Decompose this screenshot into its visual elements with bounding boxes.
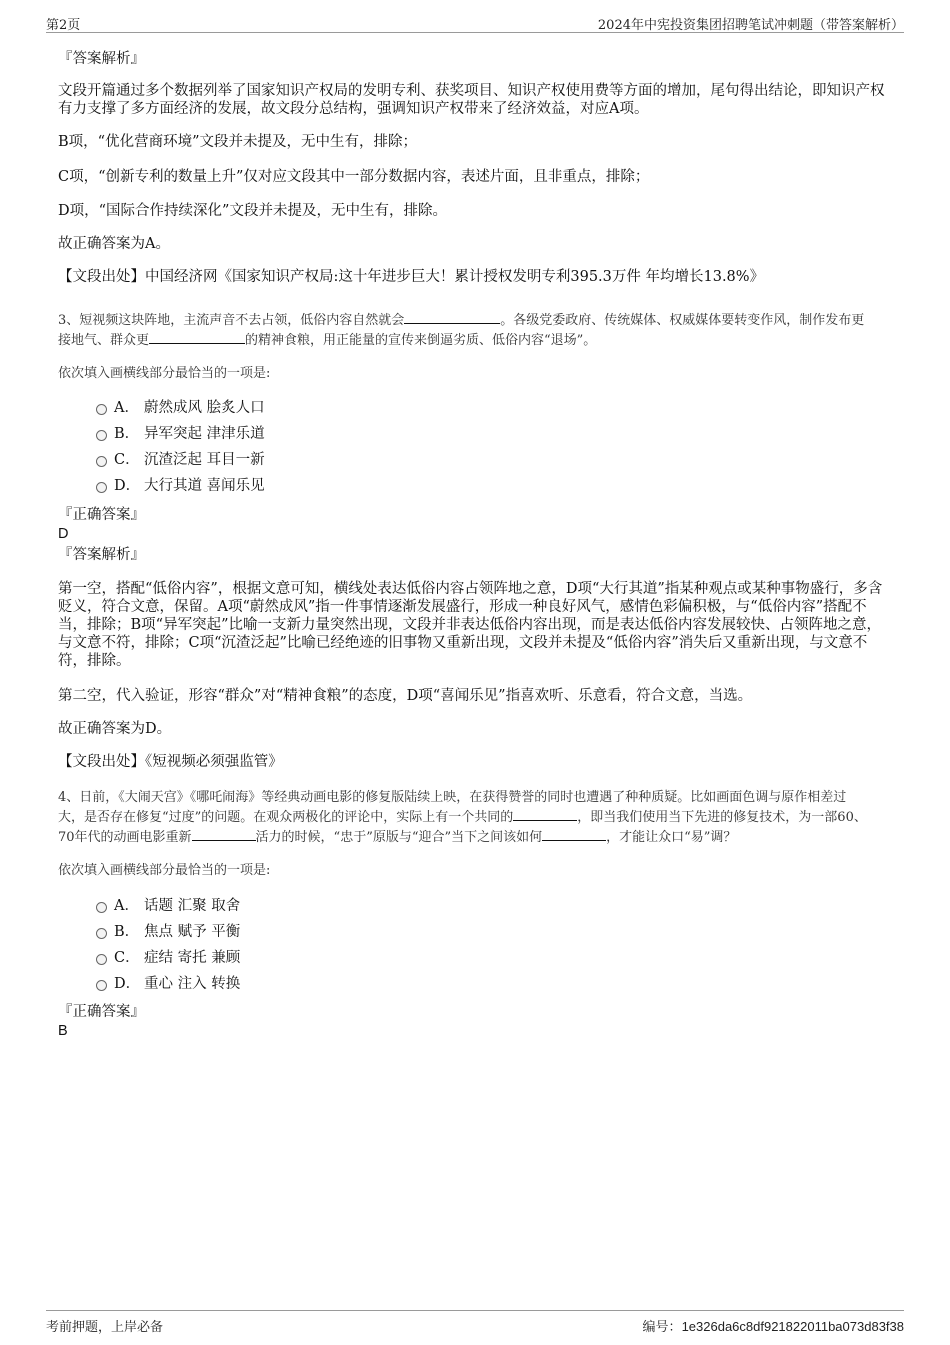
- option-text: 大行其道 喜闻乐见: [144, 478, 265, 494]
- q3-answer: 故正确答案为D。: [58, 721, 172, 737]
- q3-stem-text: 的精神食粮，用正能量的宣传来倒逼劣质、低俗内容“退场”。: [245, 333, 597, 348]
- q4-stem-text: 70年代的动画电影重新: [58, 830, 192, 845]
- q3-source: 【文段出处】《短视频必须强监管》: [58, 754, 283, 770]
- footer-slogan: 考前押题，上岸必备: [46, 1320, 164, 1335]
- option-text: 话题 汇聚 取舍: [144, 898, 241, 914]
- radio-button[interactable]: [96, 954, 107, 965]
- option-text: 沉渣泛起 耳目一新: [144, 452, 265, 468]
- q4-stem-text: 4、日前，《大闹天宫》《哪吒闹海》等经典动画电影的修复版陆续上映，在获得赞誉的同时也遭遇了种种质疑。比如画面色调与原作相差过: [58, 790, 847, 805]
- option-letter: B．: [114, 426, 140, 442]
- q2-answer: 故正确答案为A。: [58, 236, 170, 252]
- option-text: 异军突起 津津乐道: [144, 426, 265, 442]
- q3-stem-text: 3、短视频这块阵地，主流声音不去占领，低俗内容自然就会: [58, 313, 405, 328]
- document-id-code: 1e326da6c8df921822011ba073d83f38: [681, 1319, 904, 1334]
- q4-blank-3: [542, 828, 606, 841]
- page-number: 第2页: [46, 18, 81, 33]
- option-text: 症结 寄托 兼顾: [144, 950, 241, 966]
- document-id: [643, 1316, 904, 1335]
- q3-analysis-paragraph-2: 第二空，代入验证，形容“群众”对“精神食粮”的态度，D项“喜闻乐见”指喜欢听、乐意看，符合文意，当选。: [58, 688, 753, 704]
- q2-analysis-paragraph: 文段开篇通过多个数据列举了国家知识产权局的发明专利、获奖项目、知识产权使用费等方面的增加，尾句得出结论，即知识产权有力支撑了多方面经济的发展，故文段分总结构，强调知识产权带来了经济效益，对应A项。: [58, 83, 885, 117]
- radio-button[interactable]: [96, 456, 107, 467]
- q3-correct-answer: D: [58, 526, 69, 542]
- radio-button[interactable]: [96, 980, 107, 991]
- option-letter: A．: [114, 898, 139, 914]
- q2-analysis-option-d: D项，“国际合作持续深化”文段并未提及，无中生有，排除。: [58, 203, 447, 219]
- q2-analysis-option-c: C项，“创新专利的数量上升”仅对应文段其中一部分数据内容，表述片面，且非重点，排除；: [58, 169, 650, 185]
- option-letter: C．: [114, 452, 140, 468]
- q3-stem: [58, 311, 888, 351]
- option-text: 重心 注入 转换: [144, 976, 241, 992]
- option-letter: C．: [114, 950, 140, 966]
- q4-stem-text: ，才能让众口“易”调？: [606, 830, 737, 845]
- q3-blank-1: [404, 311, 500, 324]
- q4-stem: [58, 788, 888, 848]
- q4-blank-1: [513, 808, 577, 821]
- radio-button[interactable]: [96, 482, 107, 493]
- option-letter: D．: [114, 478, 141, 494]
- document-title: 2024年中宪投资集团招聘笔试冲刺题（带答案解析）: [597, 18, 904, 33]
- radio-button[interactable]: [96, 928, 107, 939]
- radio-button[interactable]: [96, 902, 107, 913]
- q4-correct-answer-title: 『正确答案』: [58, 1004, 145, 1020]
- q4-correct-answer: B: [58, 1023, 68, 1039]
- q2-source: 【文段出处】中国经济网《国家知识产权局:这十年进步巨大！累计授权发明专利395.3万件 年均增长13.8%》: [58, 269, 765, 285]
- q4-stem-text: ，即当我们使用当下先进的修复技术，为一部60、: [577, 810, 867, 825]
- page-footer: [46, 1310, 904, 1335]
- q3-blank-2: [149, 331, 245, 344]
- q4-stem-text: 大，是否存在修复“过度”的问题。在观众两极化的评论中，实际上有一个共同的: [58, 810, 514, 825]
- q3-stem-text: 接地气、群众更: [58, 333, 150, 348]
- option-text: 蔚然成风 脍炙人口: [144, 400, 265, 416]
- q4-instruction: 依次填入画横线部分最恰当的一项是:: [58, 863, 271, 878]
- option-letter: B．: [114, 924, 140, 940]
- page-header: [46, 12, 904, 33]
- q3-analysis-paragraph-1: 第一空，搭配“低俗内容”，根据文意可知，横线处表达低俗内容占领阵地之意，D项“大行其道”指某种观点或某种事物盛行，多含贬义，符合文意，保留。A项“蔚然成风”指一件事情逐渐发展盛行，形成一种良好风气，感情色彩偏积极，与“低俗内容”搭配不当，排除；B项“异军突起”比喻一支新力量突然出现，文段并非表达低俗内容出现，而是表达低俗内容发展较快、占领阵地之意，与文意不符，排除；C项“沉渣泛起”比喻已经绝迹的旧事物又重新出现，文段并未提及“低俗内容”消失后又重新出现，与文意不符，排除。: [58, 581, 883, 669]
- q4-blank-2: [192, 828, 256, 841]
- radio-button[interactable]: [96, 404, 107, 415]
- q2-analysis-title: 『答案解析』: [58, 51, 145, 67]
- option-letter: A．: [114, 400, 139, 416]
- option-letter: D．: [114, 976, 141, 992]
- option-text: 焦点 赋予 平衡: [144, 924, 241, 940]
- q3-instruction: 依次填入画横线部分最恰当的一项是:: [58, 366, 271, 381]
- q3-analysis-title: 『答案解析』: [58, 547, 145, 563]
- q3-stem-text: 。各级党委政府、传统媒体、权威媒体要转变作风，制作发布更: [500, 313, 865, 328]
- document-id-label: 编号：: [642, 1320, 682, 1335]
- q2-analysis-option-b: B项，“优化营商环境”文段并未提及，无中生有，排除；: [58, 134, 417, 150]
- radio-button[interactable]: [96, 430, 107, 441]
- q3-correct-answer-title: 『正确答案』: [58, 507, 145, 523]
- q4-stem-text: 活力的时候，“忠于”原版与“迎合”当下之间该如何: [255, 830, 543, 845]
